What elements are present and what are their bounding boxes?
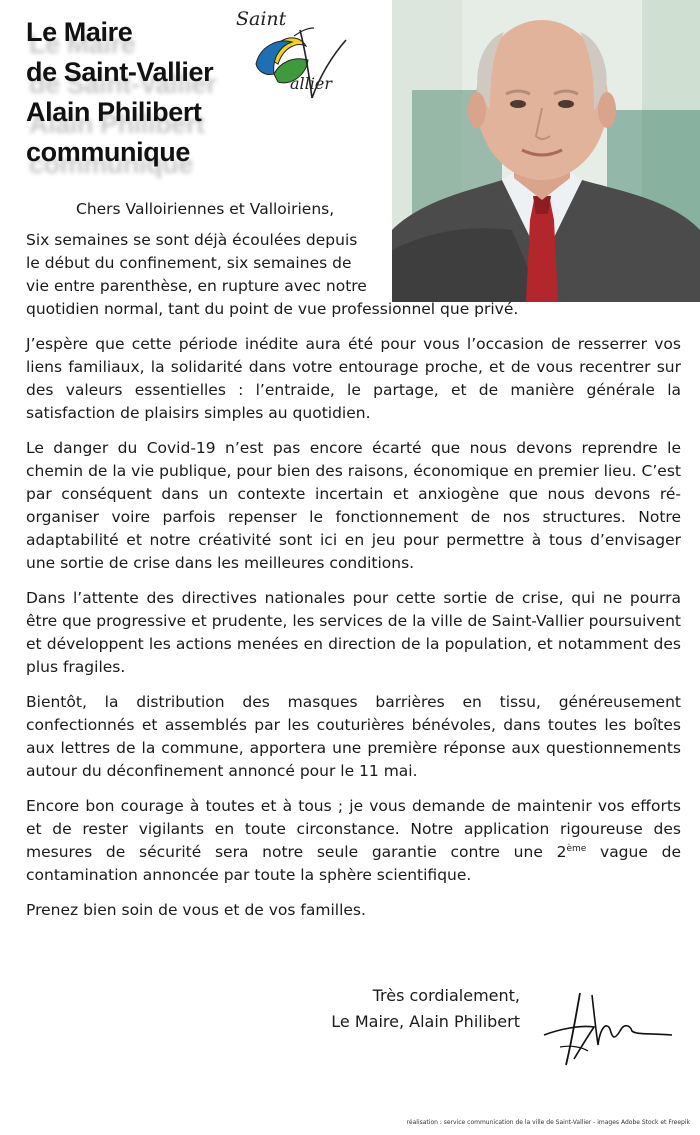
paragraph-1-last-line: quotidien normal, tant du point de vue professionnel que privé. <box>26 300 519 318</box>
closing-block <box>290 983 520 1035</box>
letter-body <box>26 198 681 934</box>
logo-text-vallier: allier <box>290 74 333 93</box>
title-line-3: Alain Philibert <box>26 97 202 127</box>
salutation: Chers Valloiriennes et Valloiriens, <box>76 200 335 218</box>
logo-text-saint: Saint <box>236 8 287 30</box>
paragraph-4: Dans l’attente des directives nationales pour cette sortie de crise, qui ne pourra être que progressive et prudente, les services de la ville de Saint-Vallier poursuivent et développent les actions menées en direction de la population, et notamment des plus fragiles. <box>26 589 681 676</box>
closing-line-2: Le Maire, Alain Philibert <box>331 1012 520 1031</box>
title-line-2: de Saint-Vallier <box>26 57 214 87</box>
paragraph-7: Prenez bien soin de vous et de vos familles. <box>26 901 366 919</box>
credits-footer: réalisation : service communication de la ville de Saint-Vallier - images Adobe Stock et Freepik <box>406 1119 690 1126</box>
paragraph-1 <box>26 229 386 298</box>
paragraph-1-line-3: vie entre parenthèse, en rupture avec notre <box>26 277 367 295</box>
saint-vallier-logo <box>228 6 358 106</box>
paragraph-3: Le danger du Covid-19 n’est pas encore écarté que nous devons reprendre le chemin de la vie publique, pour bien des raisons, économique en premier lieu. C’est par conséquent dans un contexte incertain et anxiogène que nous devons ré-organiser voire parfois repenser le fonctionnement de nos structures. Notre adaptabilité et notre créativité sont ici en jeu pour permettre à tous d’envisager une sortie de crise dans les meilleures conditions. <box>26 439 681 572</box>
title-line-1: Le Maire <box>26 17 133 47</box>
paragraph-2: J’espère que cette période inédite aura été pour vous l’occasion de resserrer vos liens familiaux, la solidarité dans votre entourage proche, et de vous recentrer sur des valeurs essentielles : l’entraide, le partage, et de manière générale la satisfaction de plaisirs simples au quotidien. <box>26 335 681 422</box>
paragraph-6-text-b: vague de contamination annoncée par toute la sphère scientifique. <box>26 843 681 884</box>
handwritten-signature <box>540 985 680 1070</box>
title-line-4: communique <box>26 137 191 167</box>
closing-line-1: Très cordialement, <box>372 986 520 1005</box>
paragraph-1-line-1: Six semaines se sont déjà écoulées depuis <box>26 231 358 249</box>
paragraph-5: Bientôt, la distribution des masques barrières en tissu, généreusement confectionnés et assemblés par les couturières bénévoles, dans toutes les boîtes aux lettres de la commune, apportera une première réponse aux questionnements autour du déconfinement annoncé pour le 11 mai. <box>26 693 681 780</box>
page-title <box>26 12 241 172</box>
paragraph-6 <box>26 795 681 887</box>
paragraph-6-superscript: ème <box>566 843 587 854</box>
paragraph-1-line-2: le début du confinement, six semaines de <box>26 254 352 272</box>
paragraph-6-text-a: Encore bon courage à toutes et à tous ; je vous demande de maintenir vos efforts et de rester vigilants en toute circonstance. Notre application rigoureuse des mesures de sécurité sera notre seule garantie contre une 2 <box>26 797 681 861</box>
